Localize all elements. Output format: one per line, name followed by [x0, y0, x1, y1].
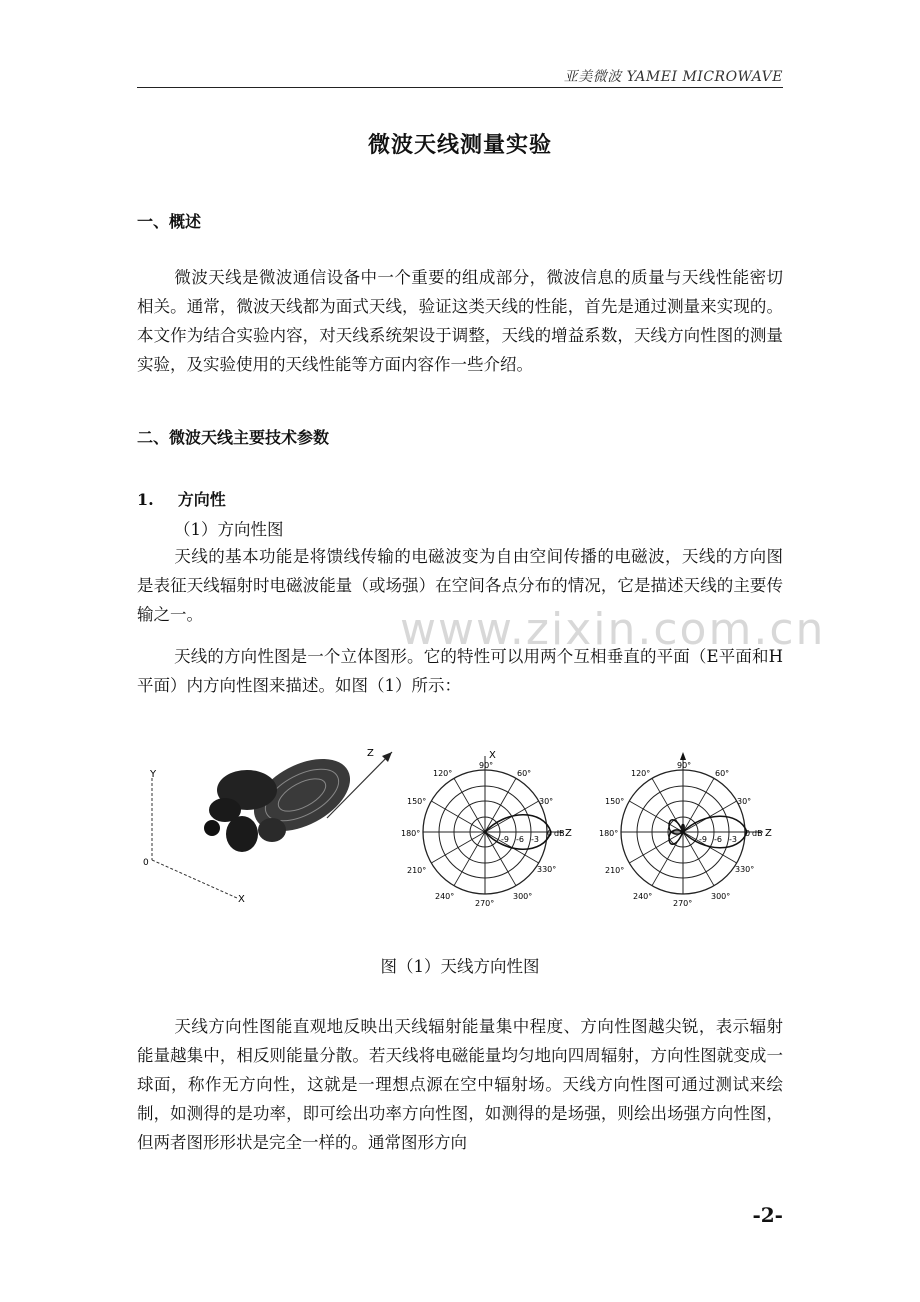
- polar1-angle-150: 150°: [407, 797, 427, 806]
- subsection-1-heading: [137, 487, 226, 510]
- polar2-angle-300: 300°: [711, 892, 731, 901]
- polar1-angle-270: 270°: [475, 899, 495, 908]
- polar1-angle-60: 60°: [517, 769, 532, 778]
- polar2-db-3: -3: [729, 835, 737, 844]
- paragraph-c-text: 天线方向性图能直观地反映出天线辐射能量集中程度、方向性图越尖锐，表示辐射能量越集中，相反则能量分散。若天线将电磁能量均匀地向四周辐射，方向性图就变成一球面，称作无方向性，这就是一理想点源在空中辐射场。天线方向性图可通过测试来绘制，如测得的是功率，即可绘出功率方向性图，如测得的是场强，则绘出场强方向性图，但两者图形形状是完全一样的。通常图形方向: [137, 1017, 783, 1152]
- 3d-radiation-pattern: [143, 744, 392, 905]
- polar1-angle-330: 330°: [537, 865, 557, 874]
- polar1-angle-180: 180°: [401, 829, 421, 838]
- polar2-db-6: -6: [714, 835, 722, 844]
- polar2-angle-330: 330°: [735, 865, 755, 874]
- 3d-origin-label: 0: [143, 858, 149, 868]
- section-2-heading: 二、微波天线主要技术参数: [137, 428, 330, 447]
- polar2-angle-270: 270°: [673, 899, 693, 908]
- polar1-x-label: X: [489, 750, 496, 761]
- polar2-db-9: -9: [699, 835, 707, 844]
- polar2-angle-240: 240°: [633, 892, 653, 901]
- polar1-angle-90: 90°: [479, 761, 494, 770]
- paragraph-b-text: 天线的方向性图是一个立体图形。它的特性可以用两个互相垂直的平面（E平面和H平面）内方向性图来描述。如图（1）所示：: [137, 647, 783, 695]
- polar2-db-0: 0: [745, 829, 751, 838]
- section-1-paragraph: [137, 263, 783, 379]
- polar1-angle-210: 210°: [407, 866, 427, 875]
- polar2-z-label: Z: [765, 828, 772, 839]
- polar1-db-3: -3: [531, 835, 539, 844]
- polar1-db-6: -6: [516, 835, 524, 844]
- polar2-angle-150: 150°: [605, 797, 625, 806]
- section-1-heading: 一、概述: [137, 212, 202, 231]
- polar2-db-unit: dB: [752, 829, 763, 838]
- polar2-angle-210: 210°: [605, 866, 625, 875]
- polar1-db-0: 0: [547, 829, 553, 838]
- polar2-angle-30: 30°: [737, 797, 752, 806]
- page-header-brand: 亚美微波 YAMEI MICROWAVE: [563, 69, 783, 85]
- paragraph-c: [137, 1012, 783, 1157]
- side-lobe-4: [258, 818, 286, 842]
- polar2-angle-180: 180°: [599, 829, 619, 838]
- polar-plot-e-plane: [401, 750, 572, 908]
- page-title: 微波天线测量实验: [367, 132, 552, 158]
- polar1-z-label: Z: [565, 828, 572, 839]
- polar1-angle-300: 300°: [513, 892, 533, 901]
- figure-1-svg: [137, 740, 797, 920]
- 3d-x-axis: [152, 860, 237, 898]
- figure-1: [137, 740, 797, 920]
- paragraph-b: [137, 642, 783, 700]
- polar2-angle-120: 120°: [631, 769, 651, 778]
- side-lobe-5: [204, 820, 220, 836]
- polar1-angle-30: 30°: [539, 797, 554, 806]
- 3d-x-label: X: [238, 894, 245, 905]
- subsubsection-heading: （1）方向性图: [174, 520, 284, 539]
- 3d-z-label: Z: [367, 748, 374, 759]
- polar2-angle-60: 60°: [715, 769, 730, 778]
- subsection-1-title: 方向性: [177, 490, 226, 509]
- polar1-db-9: -9: [501, 835, 509, 844]
- polar1-db-unit: dB: [554, 829, 565, 838]
- section-1-paragraph-text: 微波天线是微波通信设备中一个重要的组成部分，微波信息的质量与天线性能密切相关。通常，微波天线都为面式天线，验证这类天线的性能，首先是通过测量来实现的。本文作为结合实验内容，对天线系统架设于调整，天线的增益系数，天线方向性图的测量实验，及实验使用的天线性能等方面内容作一些介绍。: [137, 268, 783, 374]
- watermark: www.zixin.com.cn: [400, 604, 826, 655]
- 3d-y-label: Y: [150, 769, 157, 780]
- figure-caption: 图（1）天线方向性图: [380, 957, 540, 976]
- page-number: -2-: [752, 1203, 783, 1227]
- polar2-top-arrow: [680, 752, 686, 760]
- polar1-angle-240: 240°: [435, 892, 455, 901]
- polar-plot-h-plane: [599, 752, 772, 908]
- polar1-angle-120: 120°: [433, 769, 453, 778]
- subsection-1-number: 1.: [137, 490, 154, 509]
- side-lobe-3: [226, 816, 258, 852]
- paragraph-a-text: 天线的基本功能是将馈线传输的电磁波变为自由空间传播的电磁波，天线的方向图是表征天线辐射时电磁波能量（或场强）在空间各点分布的情况，它是描述天线的主要传输之一。: [137, 547, 783, 624]
- header-rule: [137, 87, 783, 88]
- polar2-angle-90: 90°: [677, 761, 692, 770]
